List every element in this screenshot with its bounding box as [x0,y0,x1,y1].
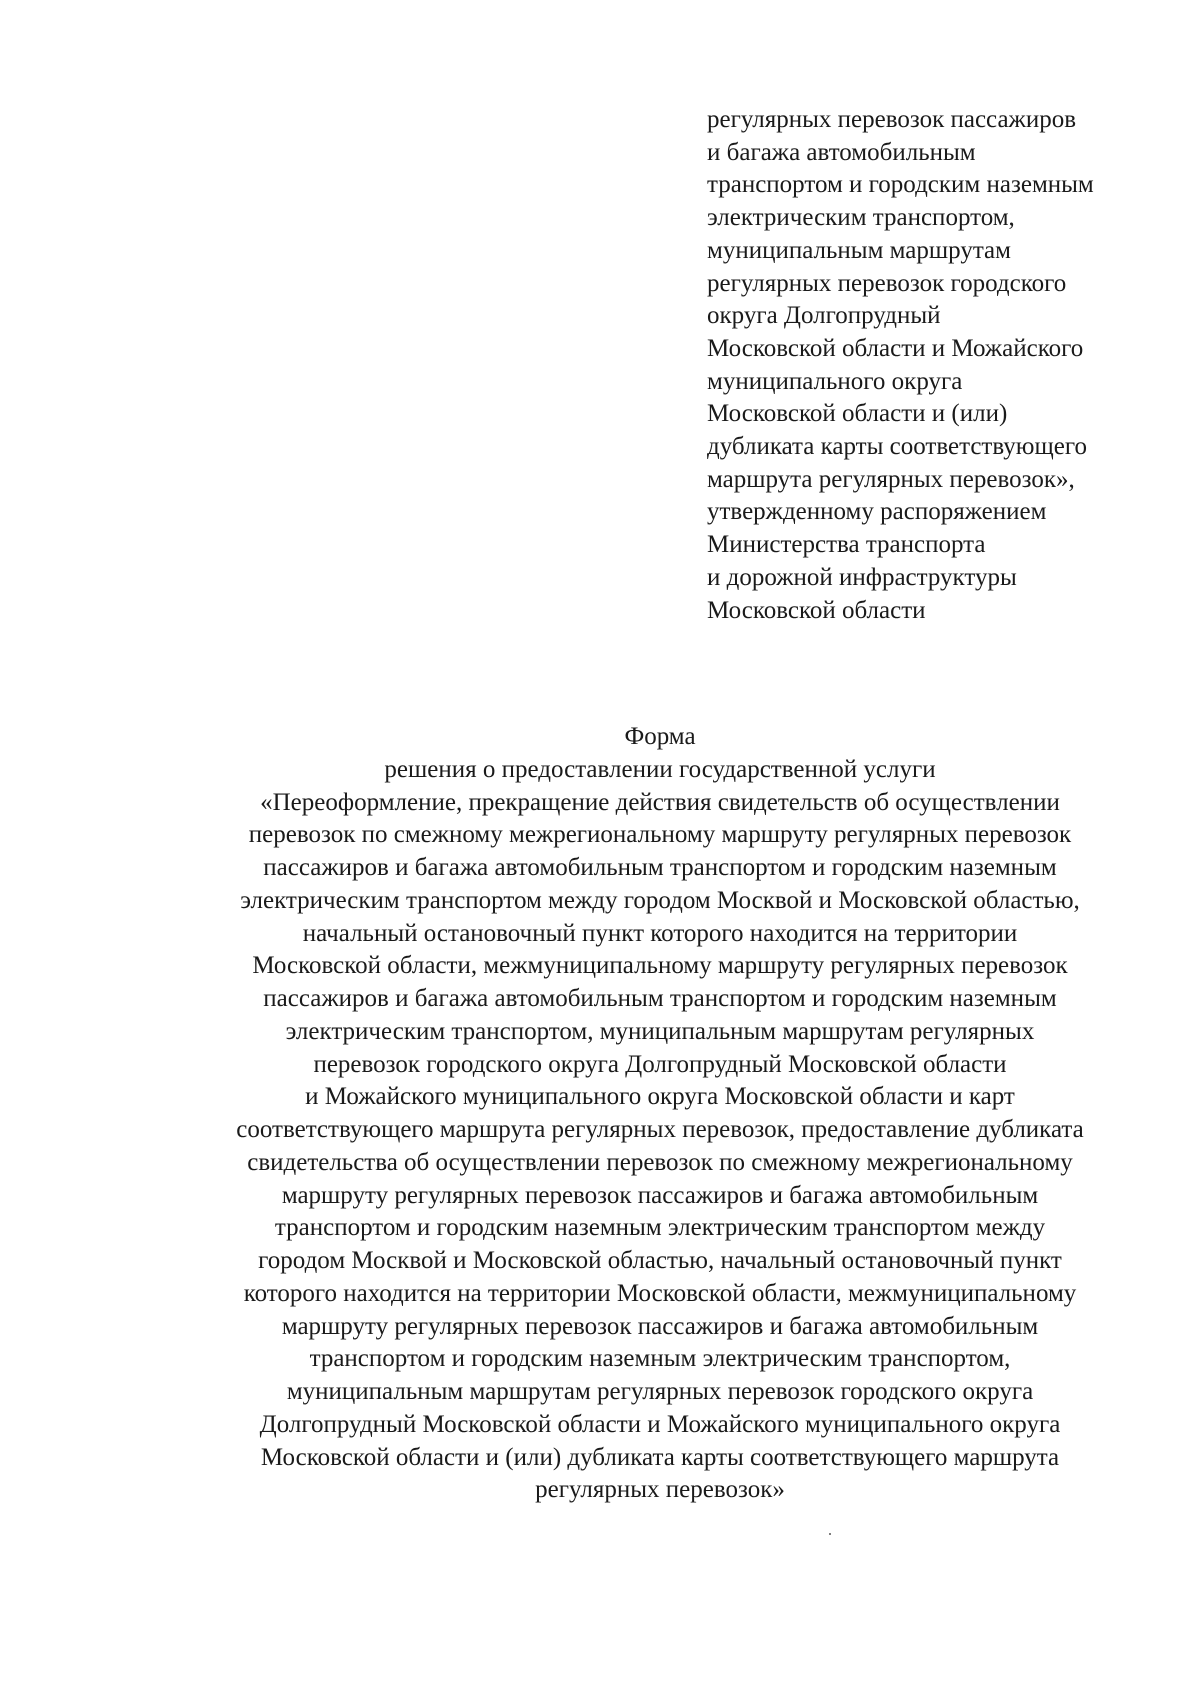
form-heading-line: которого находится на территории Московской области, межмуниципальному [243,1279,1077,1307]
form-heading-line: электрическим транспортом, муниципальным маршрутам регулярных [285,1017,1035,1045]
form-heading-line: «Переоформление, прекращение действия свидетельств об осуществлении [260,788,1060,816]
appendix-line: муниципальным маршрутам [707,236,1011,264]
appendix-line: и багажа автомобильным [707,138,976,166]
form-heading-line: транспортом и городским наземным электрическим транспортом между [274,1214,1046,1242]
form-heading-line: маршруту регулярных перевозок пассажиров и багажа автомобильным [281,1181,1039,1209]
appendix-line: дубликата карты соответствующего [707,433,1087,461]
form-heading-line: электрическим транспортом между городом Москвой и Московской областью, [240,886,1080,914]
form-title: Форма [624,723,696,750]
form-heading-line: перевозок по смежному межрегиональному маршруту регулярных перевозок [248,821,1072,849]
scan-speck [829,1533,831,1535]
form-heading-line: пассажиров и багажа автомобильным транспортом и городским наземным [263,854,1057,881]
form-heading-line: Московской области и (или) дубликата карты соответствующего маршрута [260,1443,1060,1471]
form-heading-line: транспортом и городским наземным электрическим транспортом, [309,1345,1011,1373]
appendix-line: регулярных перевозок пассажиров [707,106,1077,133]
form-heading-line: соответствующего маршрута регулярных перевозок, предоставление дубликата [236,1116,1084,1143]
form-heading-line: свидетельства об осуществлении перевозок по смежному межрегиональному [247,1148,1073,1176]
appendix-line: муниципального округа [707,367,963,395]
appendix-line: и дорожной инфраструктуры [707,563,1017,591]
form-heading-line: решения о предоставлении государственной услуги [384,755,936,783]
appendix-line: утвержденному распоряжением [707,498,1047,526]
appendix-line: транспортом и городским наземным [707,171,1094,199]
form-heading-line: Московской области, межмуниципальному маршруту регулярных перевозок [252,952,1068,980]
appendix-line: маршрута регулярных перевозок», [707,465,1075,493]
appendix-reference [707,104,1167,627]
form-heading-line: и Можайского муниципального округа Московской области и карт [305,1083,1015,1111]
form-heading-line: маршруту регулярных перевозок пассажиров и багажа автомобильным [281,1312,1039,1340]
form-heading-line: городом Москвой и Московской областью, начальный остановочный пункт [258,1247,1062,1274]
form-heading-line: регулярных перевозок» [535,1476,785,1504]
form-heading [120,721,1200,1507]
form-heading-line: пассажиров и багажа автомобильным транспортом и городским наземным [263,985,1057,1012]
form-heading-line: муниципальным маршрутам регулярных перевозок городского округа [286,1378,1034,1405]
appendix-line: Московской области и (или) [707,400,1008,428]
appendix-line: округа Долгопрудный [707,302,941,330]
appendix-line: Московской области и Можайского [707,334,1084,362]
appendix-line: электрическим транспортом, [707,204,1015,232]
form-heading-line: начальный остановочный пункт которого находится на территории [302,919,1018,947]
appendix-line: Московской области [707,596,926,624]
form-heading-line: Долгопрудный Московской области и Можайского муниципального округа [259,1410,1061,1438]
form-heading-line: перевозок городского округа Долгопрудный Московской области [313,1050,1007,1078]
appendix-line: Министерства транспорта [707,531,986,559]
appendix-line: регулярных перевозок городского [707,269,1067,297]
